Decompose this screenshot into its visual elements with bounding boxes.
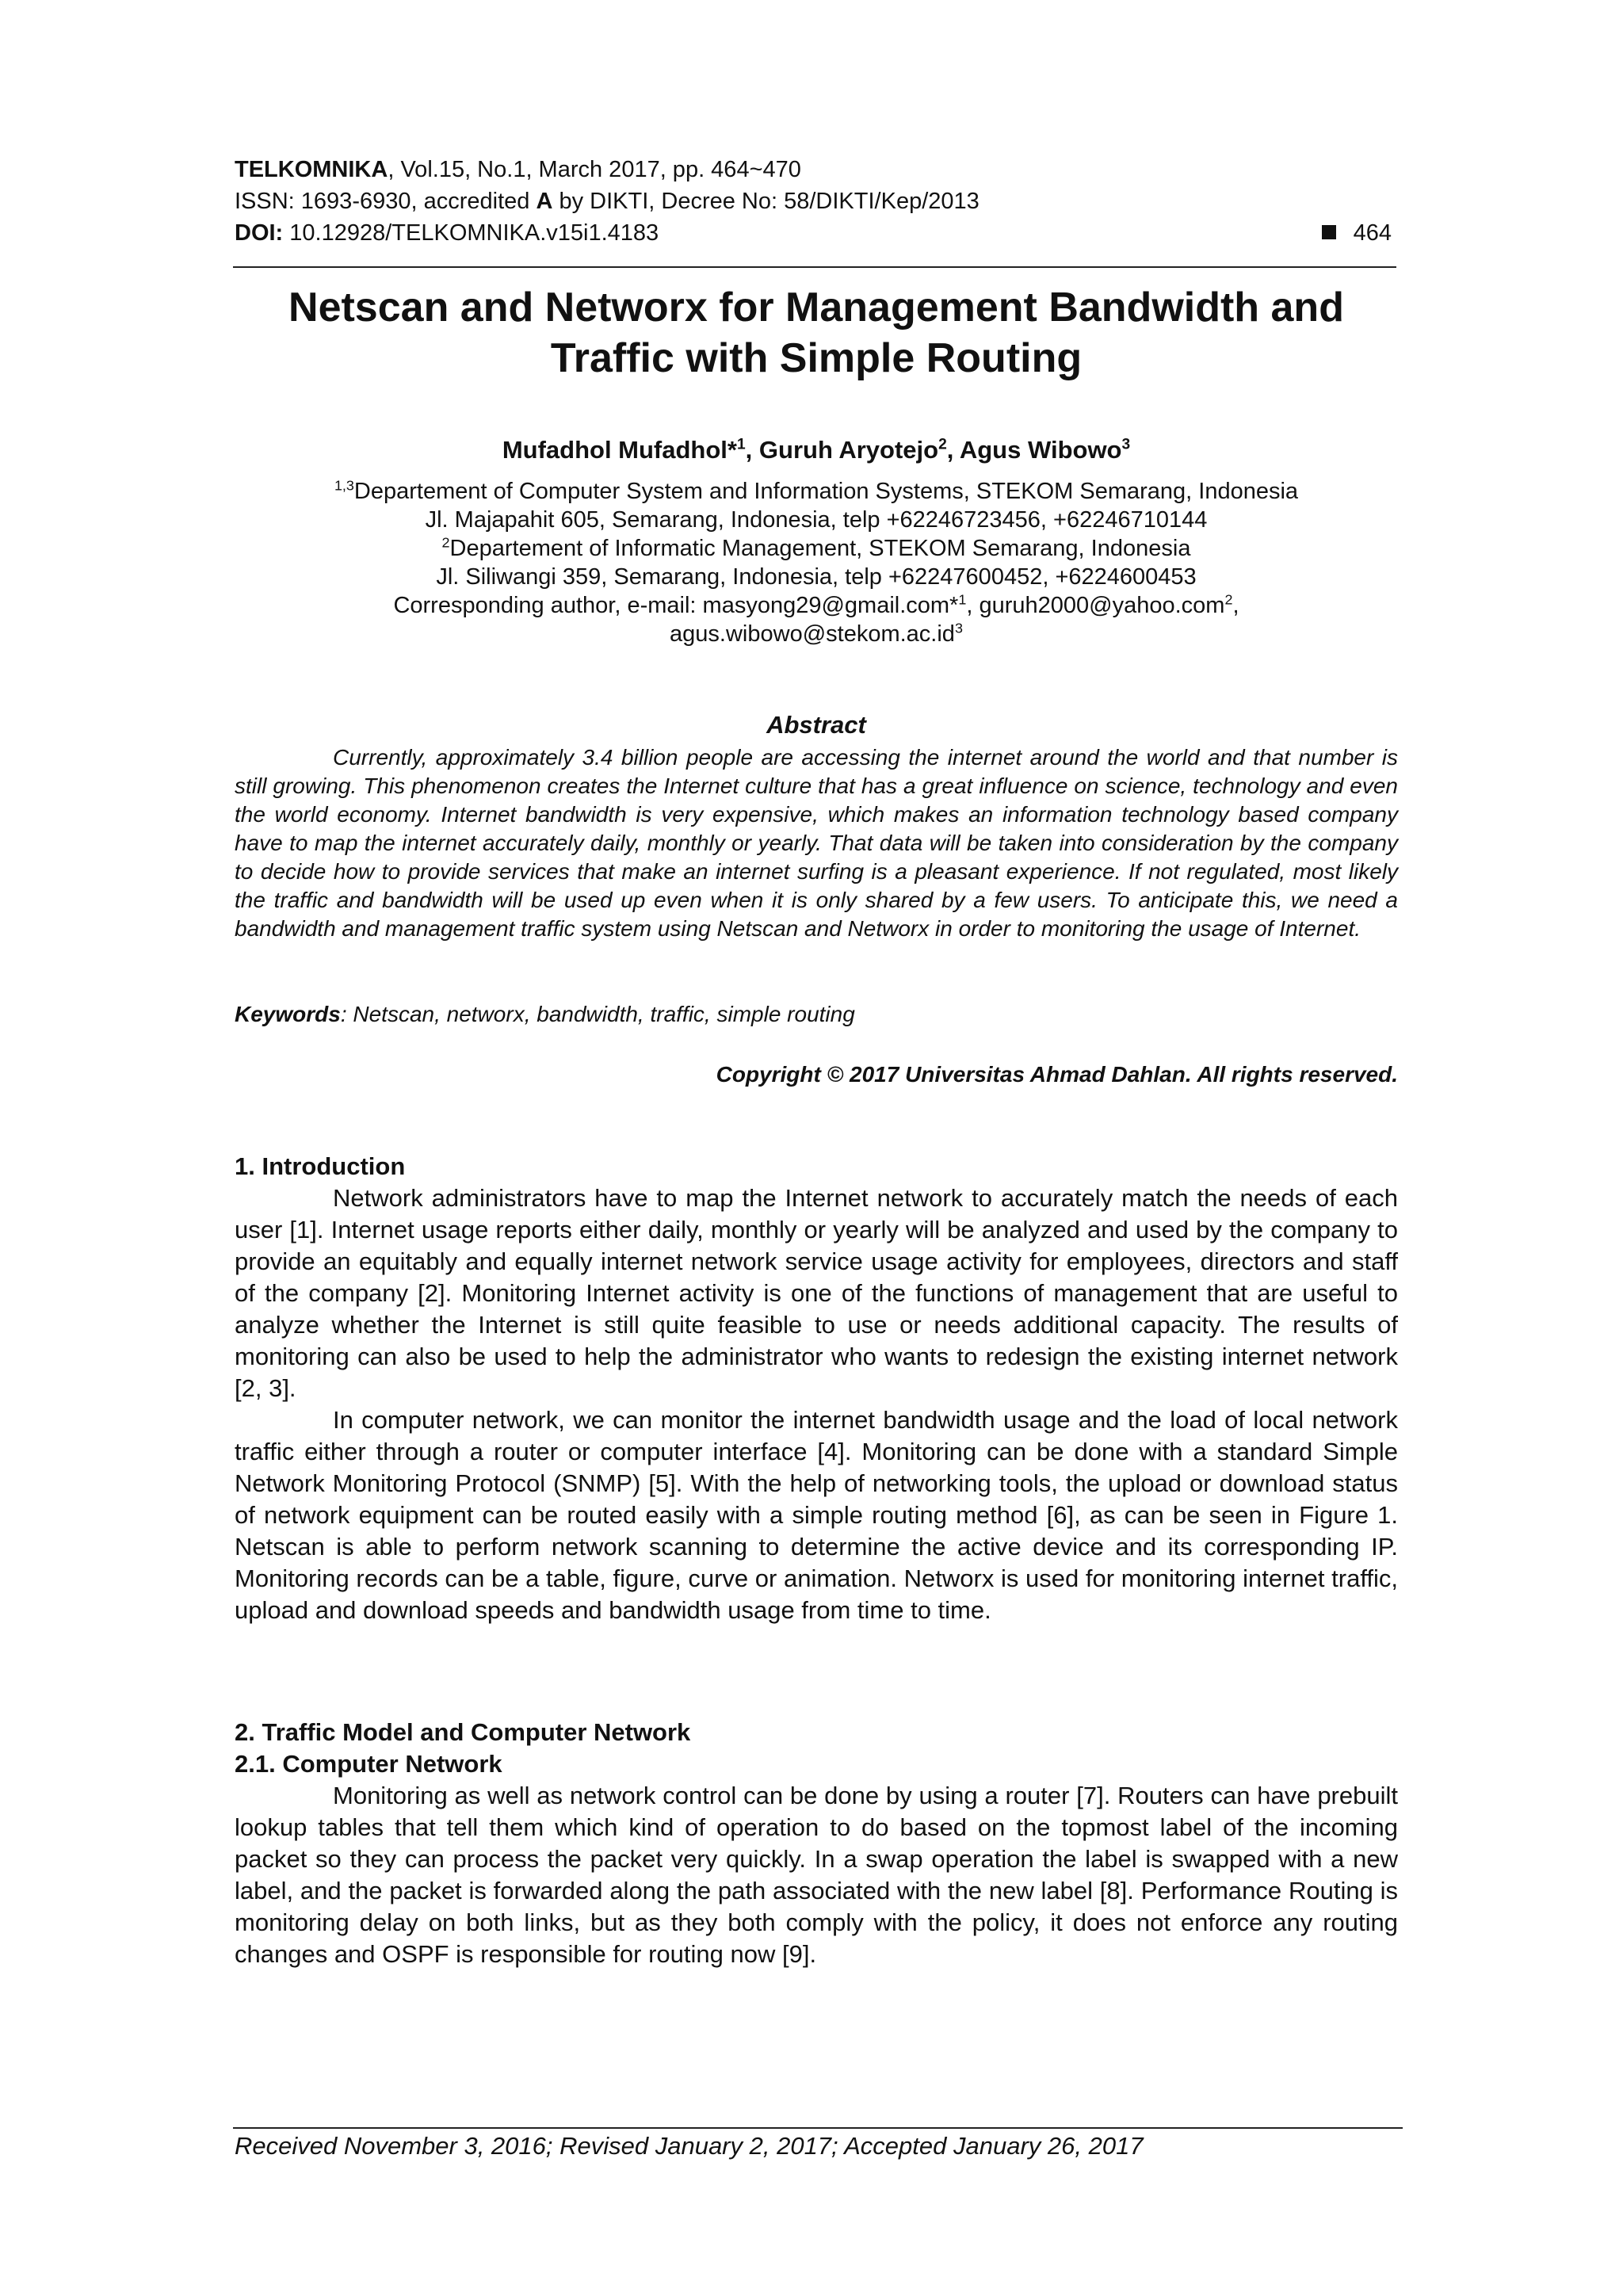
keywords-text: : Netscan, networx, bandwidth, traffic, simple routing xyxy=(340,1002,855,1026)
affiliation-line xyxy=(235,477,1398,506)
author-list xyxy=(235,434,1398,466)
author-affiliation-mark: 3 xyxy=(1121,436,1131,453)
keywords-label: Keywords xyxy=(235,1002,341,1026)
abstract-text: Currently, approximately 3.4 billion people are accessing the internet around the world and that number is still growing. This phenomenon creates the Internet culture that has a great influence on science, technology and even the world economy. Internet bandwidth is very expensive, which makes an information technology based company have to map the internet accurately daily, monthly or yearly. That data will be taken into consideration by the company to decide how to provide services that make an internet surfing is a pleasant experience. If not regulated, most likely the traffic and bandwidth will be used up even when it is only shared by a few users. To anticipate this, we need a bandwidth and management traffic system using Netscan and Networx in order to monitoring the usage of Internet. xyxy=(235,745,1398,941)
copyright-notice: Copyright © 2017 Universitas Ahmad Dahlan. All rights reserved. xyxy=(716,1062,1398,1087)
section-heading-traffic-model: 2. Traffic Model and Computer Network xyxy=(235,1718,691,1746)
email-line xyxy=(235,620,1398,648)
author-name: Mufadhol Mufadhol* xyxy=(502,436,737,464)
volume-info: , Vol.15, No.1, March 2017, pp. 464~470 xyxy=(388,157,801,182)
page-number-block xyxy=(1322,219,1392,247)
affiliation-mark: 1,3 xyxy=(334,477,354,494)
accreditation-text: by DIKTI, Decree No: 58/DIKTI/Kep/2013 xyxy=(552,189,980,214)
corresponding-author-line xyxy=(235,591,1398,620)
issn-line xyxy=(235,187,1392,216)
footer-rule xyxy=(233,2127,1403,2129)
doi-line xyxy=(235,219,1392,247)
accreditation-grade: A xyxy=(536,189,553,214)
keywords-line xyxy=(235,1000,1398,1029)
affiliation-text: Departement of Computer System and Information Systems, STEKOM Semarang, Indonesia xyxy=(353,479,1299,504)
section-heading-introduction: 1. Introduction xyxy=(235,1152,406,1180)
address-line: Jl. Siliwangi 359, Semarang, Indonesia, telp +62247600452, +6224600453 xyxy=(436,564,1197,590)
affiliation-line xyxy=(235,534,1398,563)
doi[interactable]: 10.12928/TELKOMNIKA.v15i1.4183 xyxy=(283,220,659,246)
author-name: , Agus Wibowo xyxy=(946,436,1122,464)
affiliation-mark: 3 xyxy=(954,620,963,636)
journal-name: TELKOMNIKA xyxy=(235,157,388,182)
affiliation-text: Departement of Informatic Management, STEKOM Semarang, Indonesia xyxy=(449,536,1191,561)
affiliation-mark: 2 xyxy=(441,534,450,551)
doi-label: DOI: xyxy=(235,220,284,246)
abstract-heading: Abstract xyxy=(766,711,866,739)
body-paragraph: Monitoring as well as network control can be done by using a router [7]. Routers can have prebuilt lookup tables that tell them which kind of operation to do based on the topmost label of the incoming packet so they can process the packet very quickly. In a swap operation the label is swapped with a new label, and the packet is forwarded along the path associated with the new label [8]. Performance Routing is monitoring delay on both links, but as they both comply with the policy, it does not enforce any routing changes and OSPF is responsible for routing now [9]. xyxy=(235,1782,1398,1968)
body-paragraph: In computer network, we can monitor the internet bandwidth usage and the load of local network traffic either through a router or computer interface [4]. Monitoring can be done with a standard Simple Network Monitoring Protocol (SNMP) [5]. With the help of networking tools, the upload or download status of network equipment can be routed easily with a simple routing method [6], as can be seen in Figure 1. Netscan is able to perform network scanning to determine the active device and its corresponding IP. Monitoring records can be a table, figure, curve or animation. Networx is used for monitoring internet traffic, upload and download speeds and bandwidth usage from time to time. xyxy=(235,1406,1398,1624)
square-bullet-icon xyxy=(1322,225,1336,239)
paper-title xyxy=(235,282,1398,384)
issn: ISSN: 1693-6930, accredited xyxy=(235,189,537,214)
author-affiliation-mark: 2 xyxy=(938,436,947,453)
email-text: agus.wibowo@stekom.ac.id xyxy=(670,621,955,647)
affiliation-mark: 1 xyxy=(958,591,967,608)
email-text: , guruh2000@yahoo.com xyxy=(966,593,1225,618)
journal-citation xyxy=(235,155,1392,184)
affiliation-mark: 2 xyxy=(1224,591,1233,608)
punctuation: , xyxy=(1232,593,1239,618)
title-line-2: Traffic with Simple Routing xyxy=(550,335,1083,381)
title-line-1: Netscan and Networx for Management Bandwidth and xyxy=(288,285,1344,330)
address-line: Jl. Majapahit 605, Semarang, Indonesia, telp +62246723456, +62246710144 xyxy=(425,507,1208,533)
email-text: Corresponding author, e-mail: masyong29@gmail.com* xyxy=(393,593,959,618)
body-paragraph: Network administrators have to map the Internet network to accurately match the needs of each user [1]. Internet usage reports either daily, monthly or yearly will be analyzed and used by the company to provide an equitably and equally internet network service usage activity for employees, directors and staff of the company [2]. Monitoring Internet activity is one of the functions of management that are useful to analyze whether the Internet is still quite feasible to use or needs additional capacity. The results of monitoring can also be used to help the administrator who wants to redesign the existing internet network [2, 3]. xyxy=(235,1184,1398,1402)
subsection-heading-computer-network: 2.1. Computer Network xyxy=(235,1750,502,1778)
received-dates: Received November 3, 2016; Revised January 2, 2017; Accepted January 26, 2017 xyxy=(235,2132,1144,2160)
author-affiliation-mark: 1 xyxy=(736,436,746,453)
header-rule xyxy=(233,266,1396,268)
author-name: , Guruh Aryotejo xyxy=(745,436,939,464)
page-number: 464 xyxy=(1353,220,1392,246)
